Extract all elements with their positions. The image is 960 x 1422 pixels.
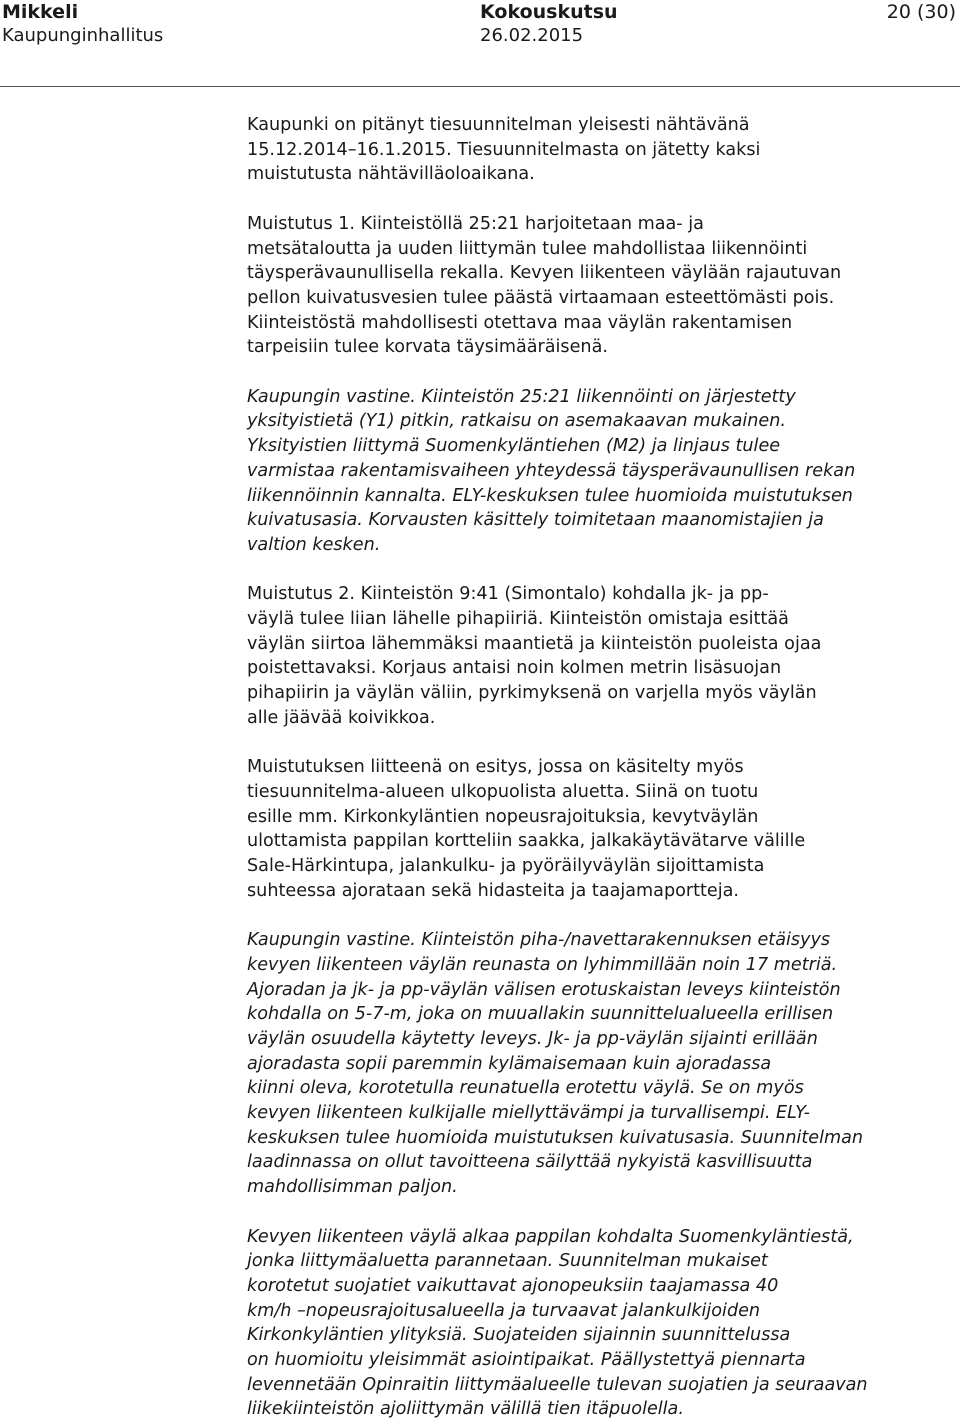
organization-name: Mikkeli <box>2 1 79 23</box>
paragraph-city-response-2: Kaupungin vastine. Kiinteistön piha-/navettarakennuksen etäisyys kevyen liikenteen väylän reunasta on lyhimmillään noin 17 metriä. Ajoradan ja jk- ja pp-väylän välisen erotuskaistan leveys kiinteistön kohdalla on 5-7-m, joka on muuallakin suunnittelualueella erillisen väylän osuudella käytetty leveys. Jk- ja pp-väylän sijainti erillään ajoradasta sopii paremmin kylämaisemaan kuin ajoradassa kiinni oleva, korotetulla reunatuella erotettu väylä. Se on myös kevyen liikenteen kulkijalle miellyttävämpi ja turvallisempi. ELY- keskuksen tulee huomioida muistutuksen kuivatusasia. Suunnitelman laadinnassa on ollut tavoitteena säilyttää nykyistä kasvillisuutta mahdollisimman paljon. <box>247 930 864 1198</box>
page-header <box>0 0 960 88</box>
page-number: 20 (30) <box>886 1 956 23</box>
paragraph-objection-2: Muistutus 2. Kiinteistön 9:41 (Simontalo) kohdalla jk- ja pp- väylä tulee liian lähelle pihapiiriä. Kiinteistön omistaja esittää väylän siirtoa lähemmäksi maantietä ja kiinteistön puoleista ojaa poistettavaksi. Korjaus antaisi noin kolmen metrin lisäsuojan pihapiirin ja väylän väliin, pyrkimyksenä on varjella myös väylän alle jäävää koivikkoa. <box>247 584 822 728</box>
paragraph-objection-1: Muistutus 1. Kiinteistöllä 25:21 harjoitetaan maa- ja metsätaloutta ja uuden liittymän tulee mahdollistaa liikennöinti täysperävaunullisella rekalla. Kevyen liikenteen väylään rajautuvan pellon kuivatusvesien tulee päästä virtaamaan esteettömästi pois. Kiinteistöstä mahdollisesti otettava maa väylän rakentamisen tarpeisiin tulee korvata täysimääräisenä. <box>247 213 842 358</box>
paragraph-city-response-1: Kaupungin vastine. Kiinteistön 25:21 liikennöinti on järjestetty yksityistietä (Y1) pitkin, ratkaisu on asemakaavan mukainen. Yksityistien liittymä Suomenkyläntiehen (M2) ja linjaus tulee varmistaa rakentamisvaiheen yhteydessä täysperävaunullisen rekan liikennöinnin kannalta. ELY-keskuksen tulee huomioida muistutuksen kuivatusasia. Korvausten käsittely toimitetaan maanomistajien ja valtion kesken. <box>247 386 856 555</box>
header-divider <box>0 86 960 87</box>
document-type: Kokouskutsu <box>480 1 618 23</box>
paragraph-objection-2-attachment: Muistutuksen liitteenä on esitys, jossa on käsitelty myös tiesuunnitelma-alueen ulkopuolista aluetta. Siinä on tuotu esille mm. Kirkonkyläntien nopeusrajoituksia, kevytväylän ulottamista pappilan kortteliin saakka, jalkakäytävätarve välille Sale-Härkintupa, jalankulku- ja pyöräilyväylän sijoittamista suhteessa ajorataan sekä hidasteita ja taajamaportteja. <box>247 757 806 901</box>
meeting-date: 26.02.2015 <box>480 25 584 46</box>
document-body <box>247 113 937 1422</box>
paragraph-intro: Kaupunki on pitänyt tiesuunnitelman yleisesti nähtävänä 15.12.2014–16.1.2015. Tiesuunnitelmasta on jätetty kaksi muistutusta nähtävilläoloaikana. <box>247 115 761 185</box>
paragraph-city-response-2-continued: Kevyen liikenteen väylä alkaa pappilan kohdalta Suomenkyläntiestä, jonka liittymäaluetta parannetaan. Suunnitelman mukaiset korotetut suojatiet vaikuttavat ajonopeuksiin taajamassa 40 km/h –nopeusrajoitusalueella ja turvaavat jalankulkijoiden Kirkonkyläntien ylityksiä. Suojateiden sijainnin suunnittelussa on huomioitu yleisimmät asiointipaikat. Päällystettyä piennarta levennetään Opinraitin liittymäalueelle tulevan suojatien ja seuraavan liikekiinteistön ajoliittymän välillä tien itäpuolella. <box>247 1226 868 1420</box>
governing-body: Kaupunginhallitus <box>2 25 164 46</box>
